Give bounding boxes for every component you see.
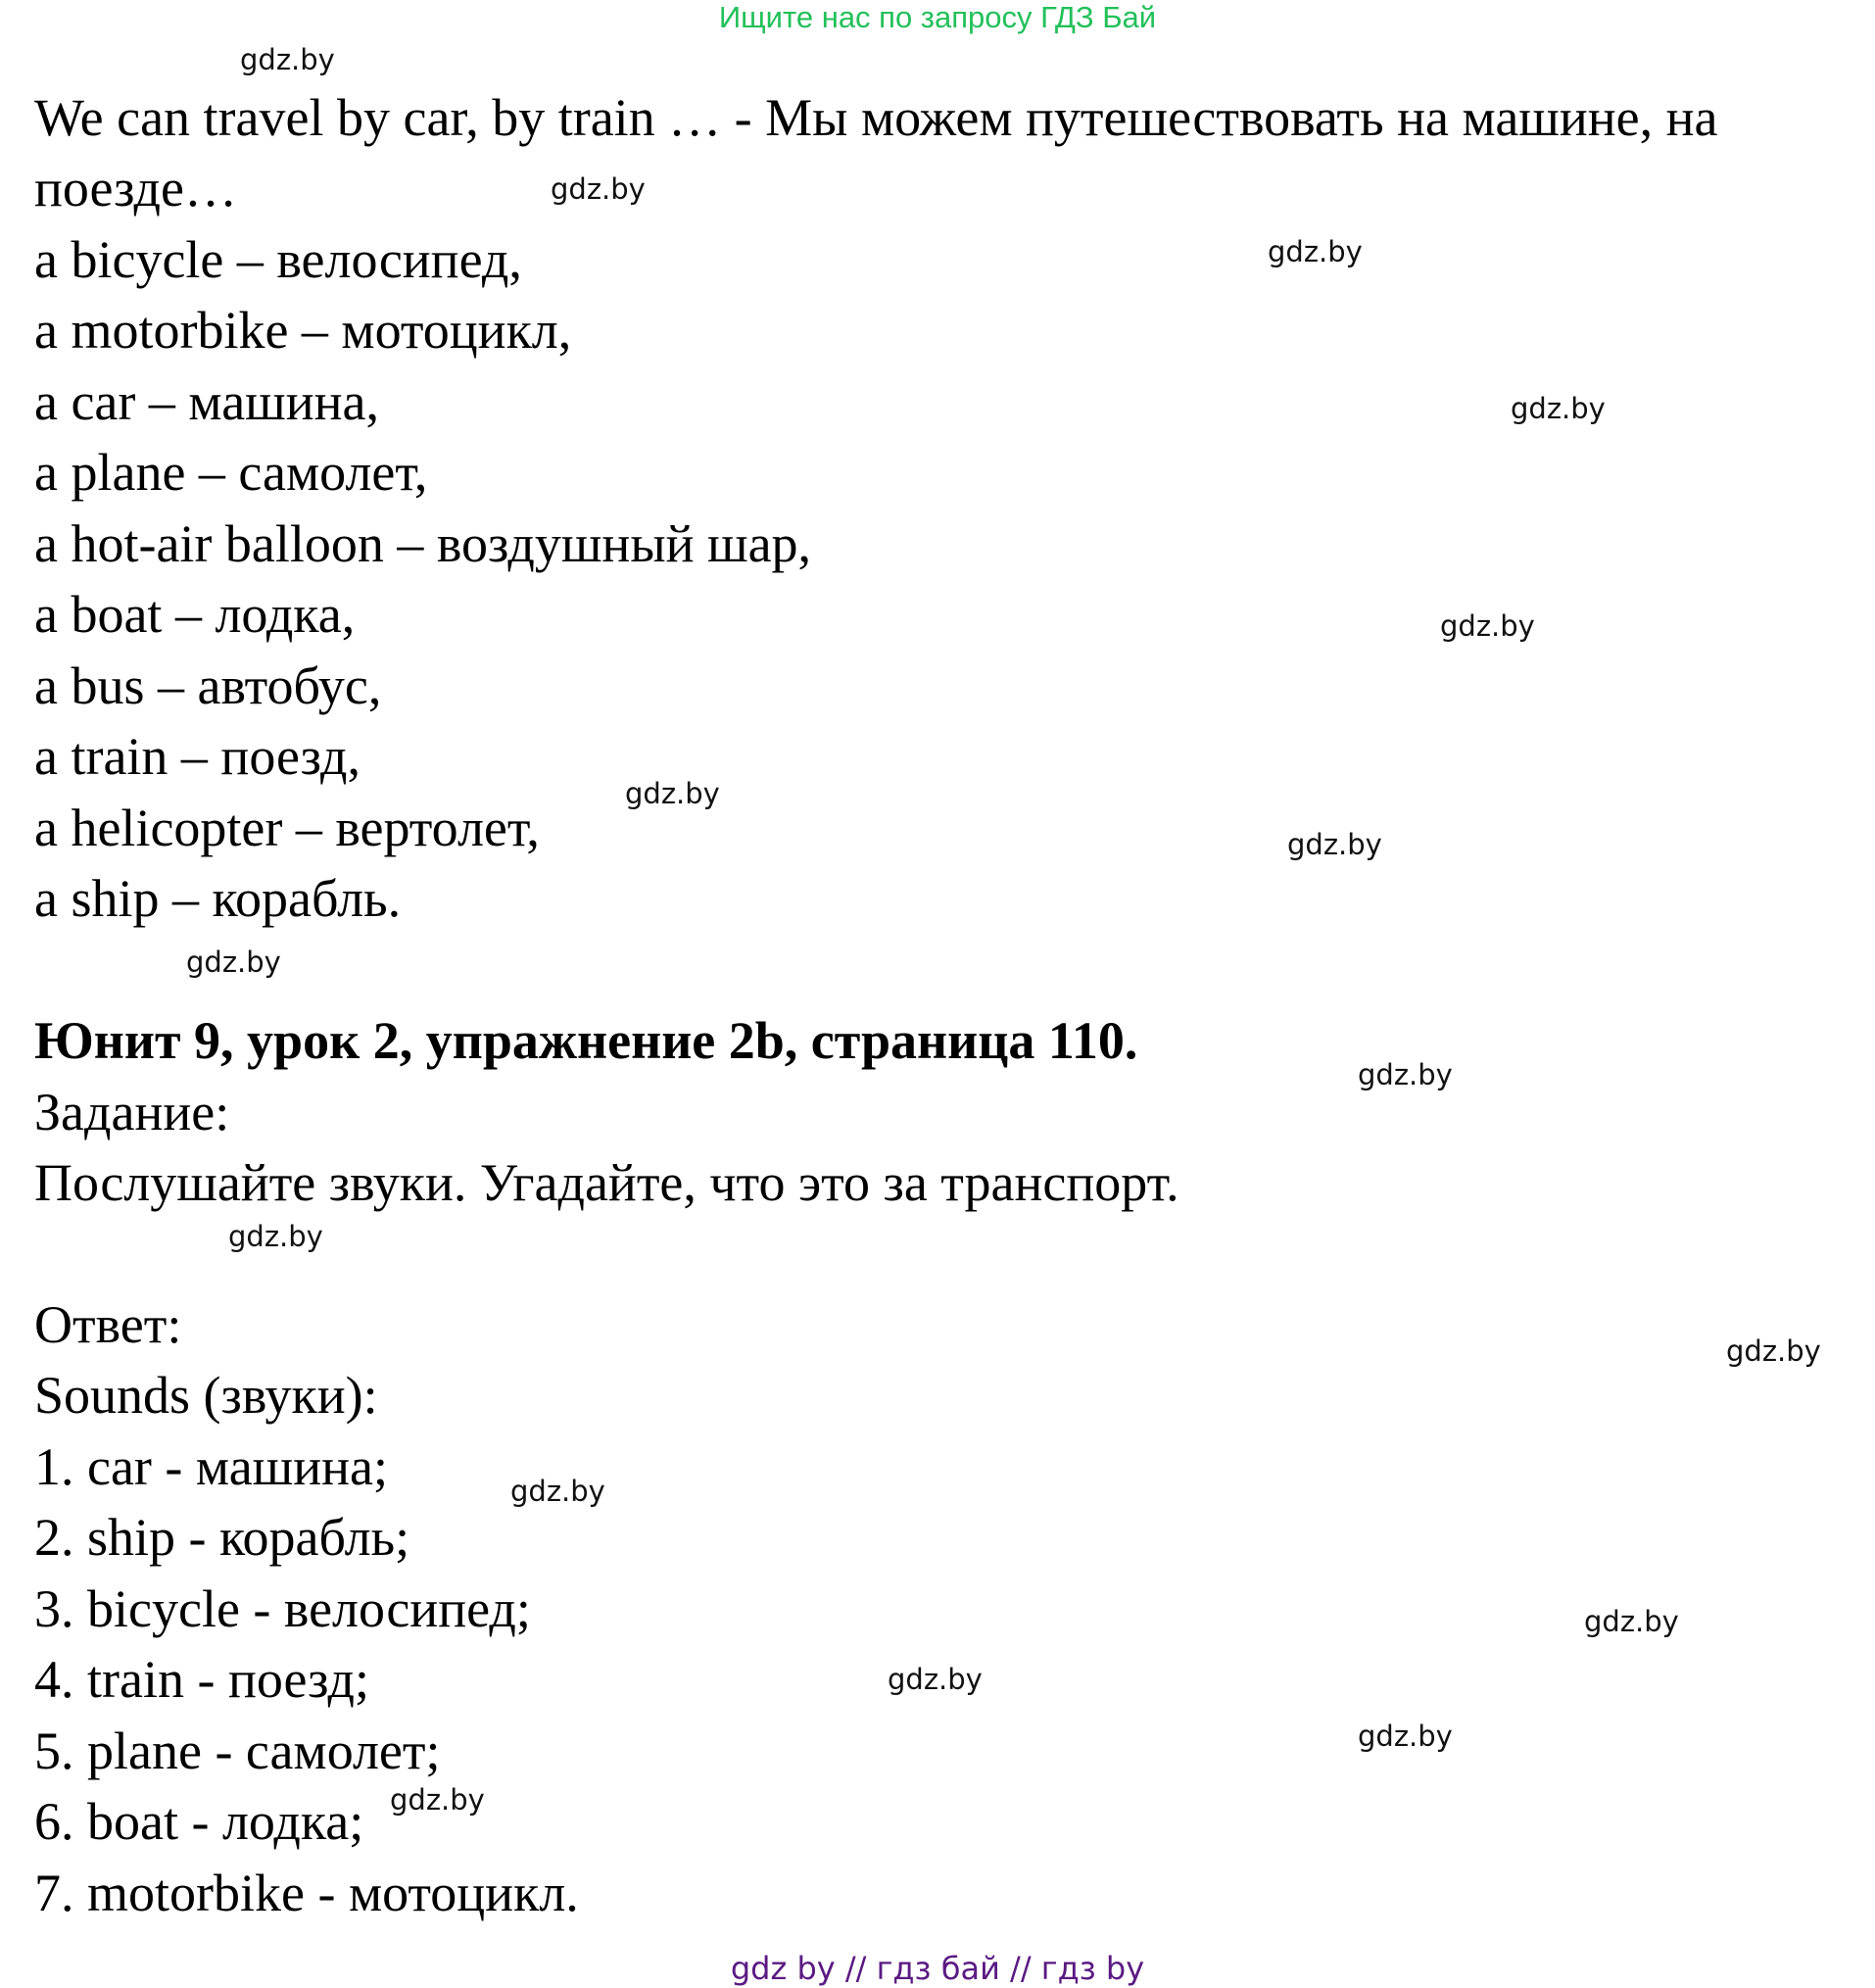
watermark: gdz.by <box>186 946 281 979</box>
watermark: gdz.by <box>1358 1720 1453 1753</box>
vocab-item: a bicycle – велосипед, <box>34 230 522 289</box>
answer-item: 6. boat - лодка; <box>34 1792 364 1851</box>
vocab-item: a hot-air balloon – воздушный шар, <box>34 514 812 573</box>
watermark: gdz.by <box>625 777 720 810</box>
vocab-item: a bus – автобус, <box>34 656 382 715</box>
answer-item: 3. bicycle - велосипед; <box>34 1579 531 1638</box>
exercise-heading: Юнит 9, урок 2, упражнение 2b, страница 110. <box>34 1011 1138 1070</box>
answer-item: 1. car - машина; <box>34 1437 389 1496</box>
vocab-item: a plane – самолет, <box>34 443 428 502</box>
watermark: gdz.by <box>510 1475 605 1508</box>
vocab-item: a boat – лодка, <box>34 585 356 644</box>
vocab-item: a train – поезд, <box>34 727 361 786</box>
answer-item: 7. motorbike - мотоцикл. <box>34 1864 579 1922</box>
watermark: gdz.by <box>1287 828 1382 861</box>
sounds-label: Sounds (звуки): <box>34 1366 378 1425</box>
intro-line-1: We can travel by car, by train … - Мы можем путешествовать на машине, на <box>34 88 1718 147</box>
answer-label: Ответ: <box>34 1295 182 1354</box>
watermark: gdz.by <box>1584 1605 1679 1638</box>
vocab-item: a car – машина, <box>34 372 380 431</box>
watermark: gdz.by <box>888 1663 983 1696</box>
watermark: gdz.by <box>1511 392 1606 425</box>
task-label: Задание: <box>34 1083 230 1141</box>
answer-item: 5. plane - самолет; <box>34 1721 441 1780</box>
watermark: gdz.by <box>1726 1334 1821 1368</box>
vocab-item: a motorbike – мотоцикл, <box>34 301 572 360</box>
watermark: gdz.by <box>240 43 335 76</box>
watermark: gdz.by <box>1268 235 1363 268</box>
vocab-item: a ship – корабль. <box>34 869 402 928</box>
watermark: gdz.by <box>390 1783 485 1817</box>
watermark: gdz.by <box>1358 1058 1453 1091</box>
watermark: gdz.by <box>1440 609 1535 643</box>
watermark: gdz.by <box>228 1220 323 1253</box>
watermark: gdz.by <box>551 172 646 206</box>
answer-item: 4. train - поезд; <box>34 1650 369 1709</box>
answer-item: 2. ship - корабль; <box>34 1508 410 1567</box>
footer-links[interactable]: gdz by // гдз бай // гдз by <box>730 1950 1145 1987</box>
vocab-item: a helicopter – вертолет, <box>34 799 540 857</box>
top-banner[interactable]: Ищите нас по запросу ГДЗ Бай <box>718 0 1157 34</box>
intro-line-2: поезде… <box>34 159 237 218</box>
task-text: Послушайте звуки. Угадайте, что это за транспорт. <box>34 1153 1179 1212</box>
